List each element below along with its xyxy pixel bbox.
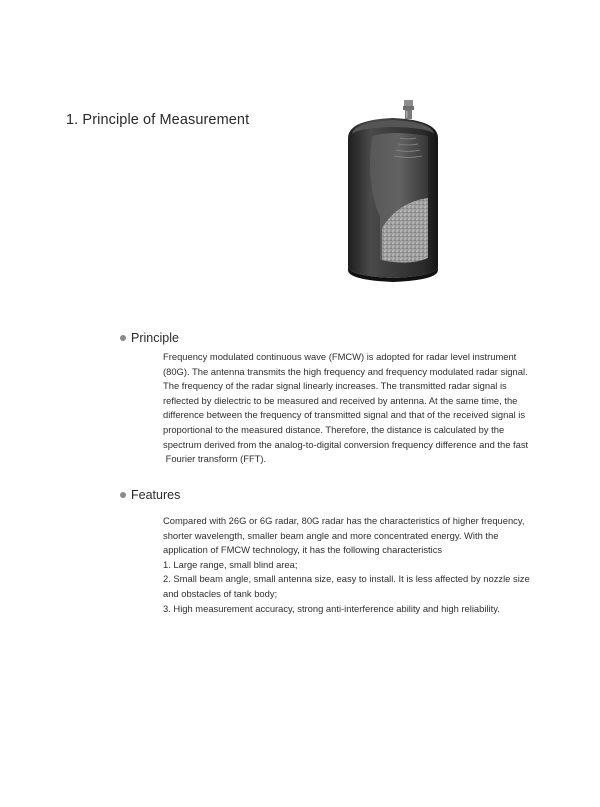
features-paragraph xyxy=(163,514,543,616)
principle-line: reflected by dielectric to be measured and received by antenna. At the same time, the xyxy=(163,394,518,406)
principle-line: The frequency of the radar signal linearly increases. The transmitted radar signal is xyxy=(163,380,507,392)
features-heading xyxy=(120,488,180,502)
features-line: and obstacles of tank body; xyxy=(163,587,278,599)
principle-line: (80G). The antenna transmits the high frequency and frequency modulated radar signal. xyxy=(163,365,528,377)
principle-line: Fourier transform (FFT). xyxy=(163,453,267,465)
features-line: 3. High measurement accuracy, strong anti-interference ability and high reliability. xyxy=(163,602,500,614)
features-line: application of FMCW technology, it has the following characteristics xyxy=(163,544,443,556)
principle-heading-label: Principle xyxy=(131,331,179,345)
principle-heading xyxy=(120,331,179,345)
principle-line: Frequency modulated continuous wave (FMCW) is adopted for radar level instrument xyxy=(163,351,517,362)
radar-tank-illustration xyxy=(340,98,446,284)
principle-line: difference between the frequency of transmitted signal and that of the received signal is xyxy=(163,409,526,421)
bullet-icon xyxy=(120,335,126,341)
features-line: 1. Large range, small blind area; xyxy=(163,558,298,570)
antenna-icon xyxy=(403,100,414,119)
principle-paragraph xyxy=(163,350,543,467)
principle-line: spectrum derived from the analog-to-digital conversion frequency difference and the fast xyxy=(163,438,529,450)
section-title: 1. Principle of Measurement xyxy=(66,112,250,128)
features-line: Compared with 26G or 6G radar, 80G radar has the characteristics of higher frequency, xyxy=(163,515,525,526)
features-heading-label: Features xyxy=(131,488,181,502)
features-line: 2. Small beam angle, small antenna size, easy to install. It is less affected by nozzle size xyxy=(163,573,530,585)
features-line: shorter wavelength, smaller beam angle and more concentrated energy. With the xyxy=(163,529,499,541)
principle-line: proportional to the measured distance. Therefore, the distance is calculated by the xyxy=(163,423,505,435)
bullet-icon xyxy=(120,492,126,498)
